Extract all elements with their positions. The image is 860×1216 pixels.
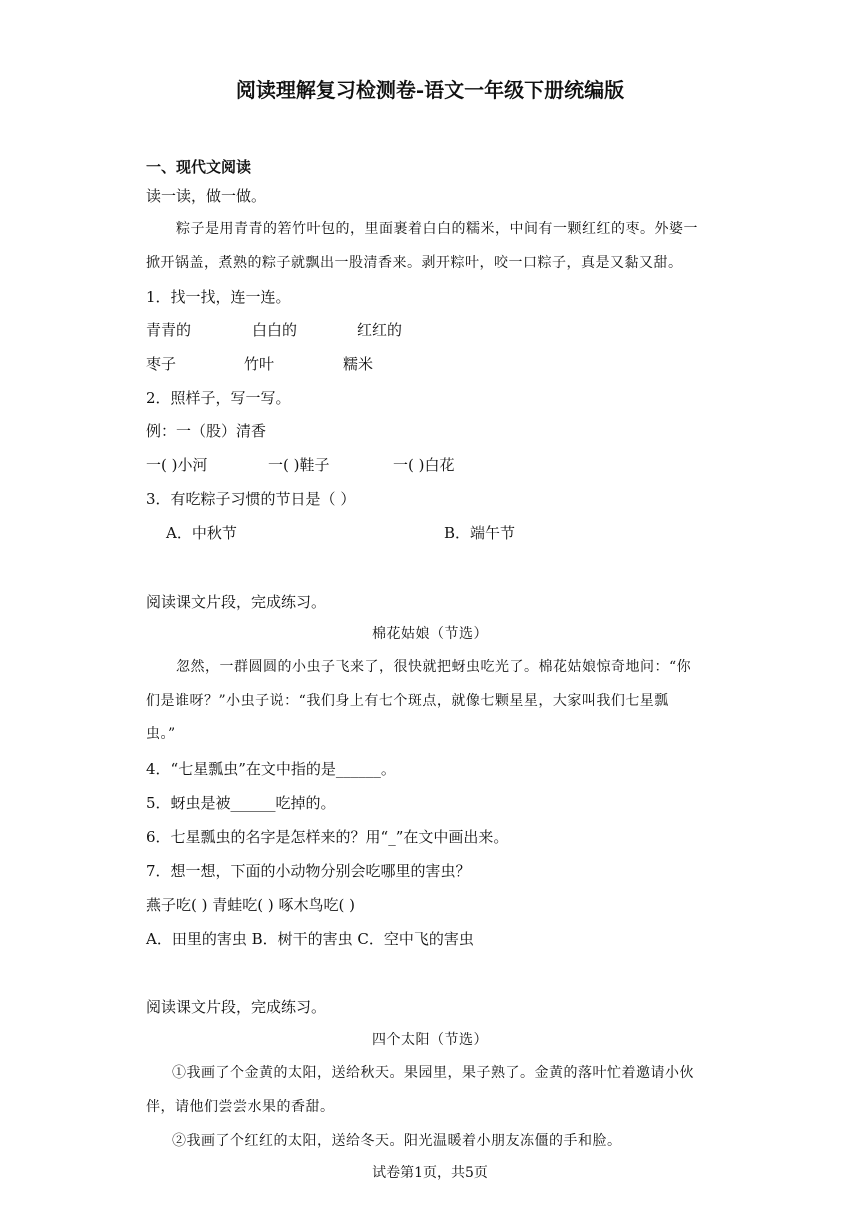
fill-blank[interactable]: 一( )鞋子 bbox=[268, 456, 330, 474]
match-word-bottom: 枣子 bbox=[146, 355, 177, 373]
passage-title: 四个太阳（节选） bbox=[372, 1032, 488, 1048]
option-b[interactable]: B．端午节 bbox=[444, 524, 516, 542]
question-6: 6．七星瓢虫的名字是怎样来的？用“_”在文中画出来。 bbox=[146, 828, 509, 846]
page-title: 阅读理解复习检测卷-语文一年级下册统编版 bbox=[235, 78, 625, 102]
passage-line: 虫。” bbox=[146, 726, 176, 742]
fill-blank-row[interactable]: 燕子吃( ) 青蛙吃( ) 啄木鸟吃( ) bbox=[146, 896, 355, 914]
passage-line: 忽然，一群圆圆的小虫子飞来了，很快就把蚜虫吃光了。棉花姑娘惊奇地问：“你 bbox=[176, 659, 692, 675]
question-1: 1．找一找，连一连。 bbox=[146, 288, 291, 306]
passage-line: ②我画了个红红的太阳，送给冬天。阳光温暖着小朋友冻僵的手和脸。 bbox=[172, 1133, 622, 1149]
question-3: 3．有吃粽子习惯的节日是（ ） bbox=[146, 490, 356, 508]
question-7: 7．想一想，下面的小动物分别会吃哪里的害虫？ bbox=[146, 862, 471, 880]
match-word-top: 红红的 bbox=[357, 321, 403, 339]
section-heading: 一、现代文阅读 bbox=[146, 158, 252, 176]
example: 例：一（股）清香 bbox=[146, 422, 267, 440]
match-word-top: 青青的 bbox=[146, 321, 192, 339]
passage-title: 棉花姑娘（节选） bbox=[372, 626, 488, 642]
match-word-top: 白白的 bbox=[252, 321, 298, 339]
option-a[interactable]: A．中秋节 bbox=[166, 524, 237, 542]
passage-line: 掀开锅盖，煮熟的粽子就飘出一股清香来。剥开粽叶，咬一口粽子，真是又黏又甜。 bbox=[146, 255, 683, 271]
page-footer: 试卷第1页，共5页 bbox=[372, 1165, 488, 1181]
instruction: 阅读课文片段，完成练习。 bbox=[146, 998, 327, 1016]
fill-blank[interactable]: 一( )白花 bbox=[393, 456, 455, 474]
question-5: 5．蚜虫是被______吃掉的。 bbox=[146, 794, 336, 812]
passage-line: 伴，请他们尝尝水果的香甜。 bbox=[146, 1099, 335, 1115]
match-word-bottom: 竹叶 bbox=[244, 355, 275, 373]
passage-line: 们是谁呀？”小虫子说：“我们身上有七个斑点，就像七颗星星，大家叫我们七星瓢 bbox=[146, 693, 669, 709]
question-2: 2．照样子，写一写。 bbox=[146, 389, 291, 407]
passage-line: 粽子是用青青的箬竹叶包的，里面裹着白白的糯米，中间有一颗红红的枣。外婆一 bbox=[176, 221, 698, 237]
fill-blank[interactable]: 一( )小河 bbox=[146, 456, 208, 474]
instruction: 阅读课文片段，完成练习。 bbox=[146, 593, 327, 611]
options-row: A．田里的害虫 B．树干的害虫 C．空中飞的害虫 bbox=[146, 930, 474, 948]
match-word-bottom: 糯米 bbox=[343, 355, 374, 373]
instruction: 读一读，做一做。 bbox=[146, 187, 267, 205]
question-4: 4．“七星瓢虫”在文中指的是______。 bbox=[146, 760, 396, 778]
passage-line: ①我画了个金黄的太阳，送给秋天。果园里，果子熟了。金黄的落叶忙着邀请小伙 bbox=[172, 1065, 694, 1081]
